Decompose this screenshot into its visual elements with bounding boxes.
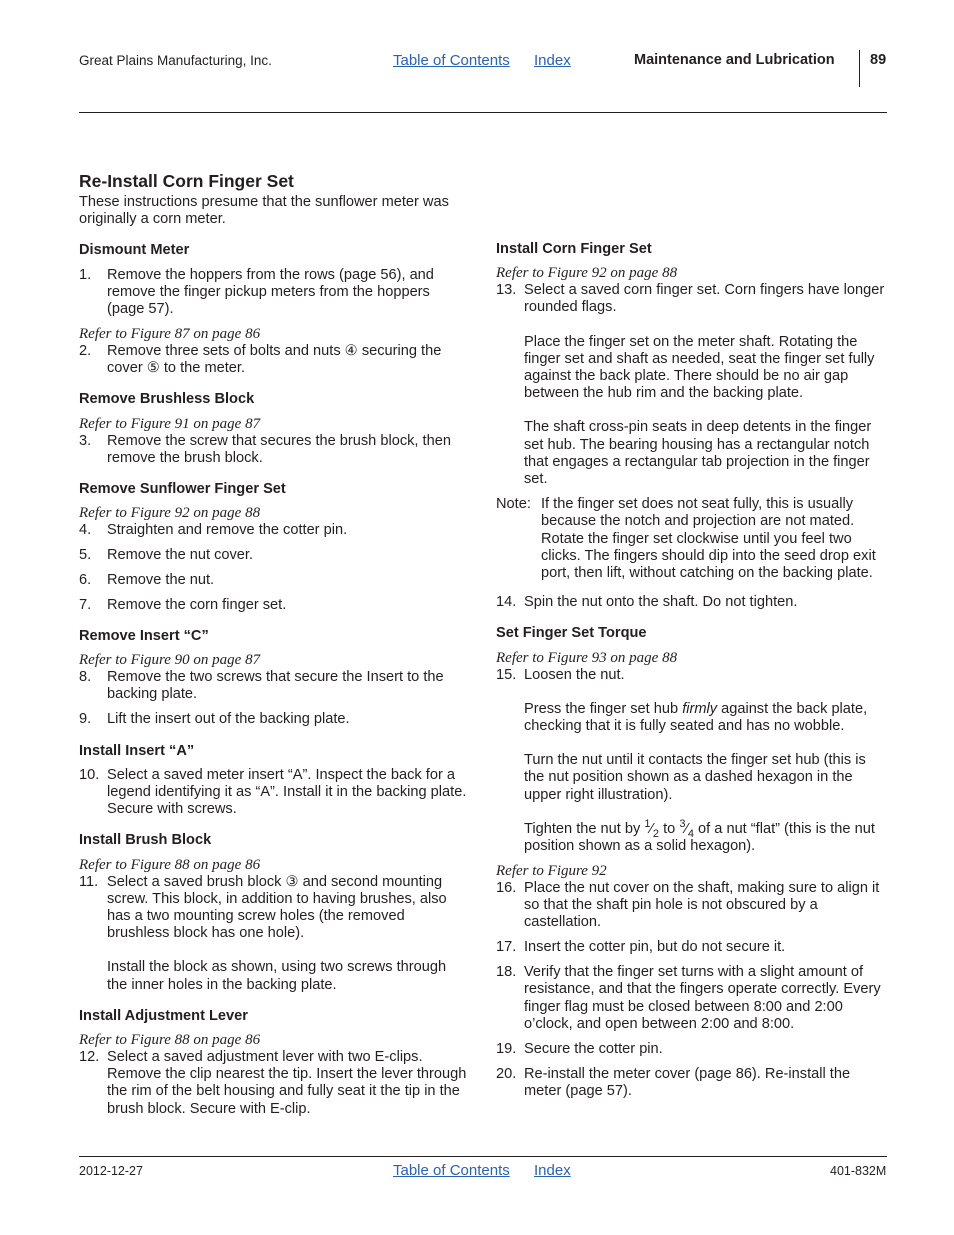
fraction-denominator: 4: [687, 827, 694, 840]
heading-remove-insert-c: Remove Insert “C”: [79, 628, 209, 644]
step-13: 13. Select a saved corn finger set. Corn fingers have longer rounded flags. Place the finger set on the meter shaft. Rotating the finger set and shaft as needed, seat the finger set fully against the back plate. There should be no air gap between the hub rim and the backing plate. The shaft cross-pin seats in deep detents in the finger set hub. The bearing housing has a rectangular notch that engages a rectangular tab projection in the finger set.: [496, 282, 885, 488]
footer-rule: [79, 1156, 887, 1157]
company-name: Great Plains Manufacturing, Inc.: [79, 53, 272, 68]
heading-set-finger-set-torque: Set Finger Set Torque: [496, 625, 647, 642]
fraction-numerator: 3: [679, 818, 686, 831]
footer-index-link[interactable]: Index: [534, 1162, 571, 1179]
page-number: 89: [870, 52, 887, 68]
header-index-link[interactable]: Index: [534, 52, 571, 69]
step-20: 20. Re-install the meter cover (page 86). Re-install the meter (page 57).: [496, 1065, 851, 1099]
fraction-denominator: 2: [652, 827, 660, 840]
figure-reference: Refer to Figure 91 on page 87: [79, 415, 261, 432]
step-15: 15. Loosen the nut. Press the finger set hub firmly against the back plate, checking that it is fully seated and has no wobble. Turn the nut until it contacts the finger set hub (this is the nut position shown as a dashed hexagon in the upper right illustration). Tighten the nut by $^1⁄_2$ to $^3⁄_4$ of a nut “flat” (this is the nut position shown as a solid hexagon).: [496, 666, 875, 855]
page-title: Re-Install Corn Finger Set: [79, 171, 294, 191]
heading-install-adjustment-lever: Install Adjustment Lever: [79, 1007, 248, 1024]
step-10: 10. Select a saved meter insert “A”. Inspect the back for a legend identifying it as “A”. Install it in the backing plate. Secure with screws.: [79, 766, 467, 818]
left-column: [79, 170, 469, 1125]
step-4: 4. Straighten and remove the cotter pin.: [79, 522, 348, 539]
header-rule: [79, 112, 887, 113]
step-1: 1. Remove the hoppers from the rows (page 56), and remove the finger pickup meters from the hoppers (page 57).: [79, 266, 434, 318]
figure-reference: Refer to Figure 90 on page 87: [79, 652, 261, 669]
step-5: 5. Remove the nut cover.: [79, 547, 254, 564]
footer-toc-link[interactable]: Table of Contents: [393, 1162, 510, 1179]
heading-install-corn-finger-set: Install Corn Finger Set: [496, 241, 652, 257]
figure-reference: Refer to Figure 92 on page 88: [79, 505, 261, 522]
note: Note: If the finger set does not seat fully, this is usually because the notch and projection are not mated. Rotate the finger set clockwise until you feel two clicks. The fingers should dip into the seed drop exit port, then lift, without catching on the backing plate.: [496, 496, 876, 582]
step-2: 2. Remove three sets of bolts and nuts ④ securing the cover ⑤ to the meter.: [79, 342, 442, 377]
step-16: 16. Place the nut cover on the shaft, making sure to align it so that the shaft pin hole is not obscured by a castellation.: [496, 879, 880, 931]
step-3: 3. Remove the screw that secures the brush block, then remove the brush block.: [79, 432, 451, 466]
step-6: 6. Remove the nut.: [79, 571, 215, 588]
heading-remove-sunflower-finger-set: Remove Sunflower Finger Set: [79, 480, 286, 497]
step-14: 14. Spin the nut onto the shaft. Do not tighten.: [496, 594, 798, 611]
figure-reference: Refer to Figure 88 on page 86: [79, 856, 261, 873]
heading-install-insert-a: Install Insert “A”: [79, 742, 195, 759]
header-toc-link[interactable]: Table of Contents: [393, 52, 510, 69]
figure-reference: Refer to Figure 92 on page 88: [496, 265, 678, 282]
figure-reference: Refer to Figure 92: [496, 862, 607, 879]
step-18: 18. Verify that the finger set turns with a slight amount of resistance, and that the fingers operate correctly. Every finger flag must be closed between 8:00 and 2:00 o’clock, and open between 2:00 and 8:00.: [496, 964, 881, 1032]
step-12: 12. Select a saved adjustment lever with two E-clips. Remove the clip nearest the tip. Insert the lever through the rim of the belt housing and fully seat it the tip in the brush block. Secure with E-clip.: [79, 1048, 467, 1117]
fraction-numerator: 1: [644, 818, 651, 831]
figure-reference: Refer to Figure 87 on page 86: [79, 325, 261, 342]
figure-reference: Refer to Figure 93 on page 88: [496, 649, 678, 666]
heading-dismount-meter: Dismount Meter: [79, 242, 190, 259]
step-19: 19. Secure the cotter pin.: [496, 1040, 663, 1057]
heading-remove-brushless-block: Remove Brushless Block: [79, 391, 255, 408]
intro-text: These instructions presume that the sunflower meter was originally a corn meter.: [79, 194, 449, 228]
step-9: 9. Lift the insert out of the backing plate.: [79, 711, 350, 728]
step-8: 8. Remove the two screws that secure the Insert to the backing plate.: [79, 669, 444, 703]
step-7: 7. Remove the corn finger set.: [79, 596, 287, 613]
right-column: [496, 241, 886, 1108]
step-17: 17. Insert the cotter pin, but do not secure it.: [496, 939, 786, 956]
step-11: 11. Select a saved brush block ③ and second mounting screw. This block, in addition to having brushes, also has a two mounting screw holes (the removed brushless block has one hole). Install the block as shown, using two screws through the inner holes in the backing plate.: [79, 873, 447, 993]
footer-doc-number: 401-832M: [830, 1164, 887, 1178]
section-title: Maintenance and Lubrication: [634, 52, 835, 68]
figure-reference: Refer to Figure 88 on page 86: [79, 1031, 261, 1048]
heading-install-brush-block: Install Brush Block: [79, 832, 212, 849]
footer-date: 2012-12-27: [79, 1164, 143, 1178]
header-divider: [859, 50, 860, 87]
